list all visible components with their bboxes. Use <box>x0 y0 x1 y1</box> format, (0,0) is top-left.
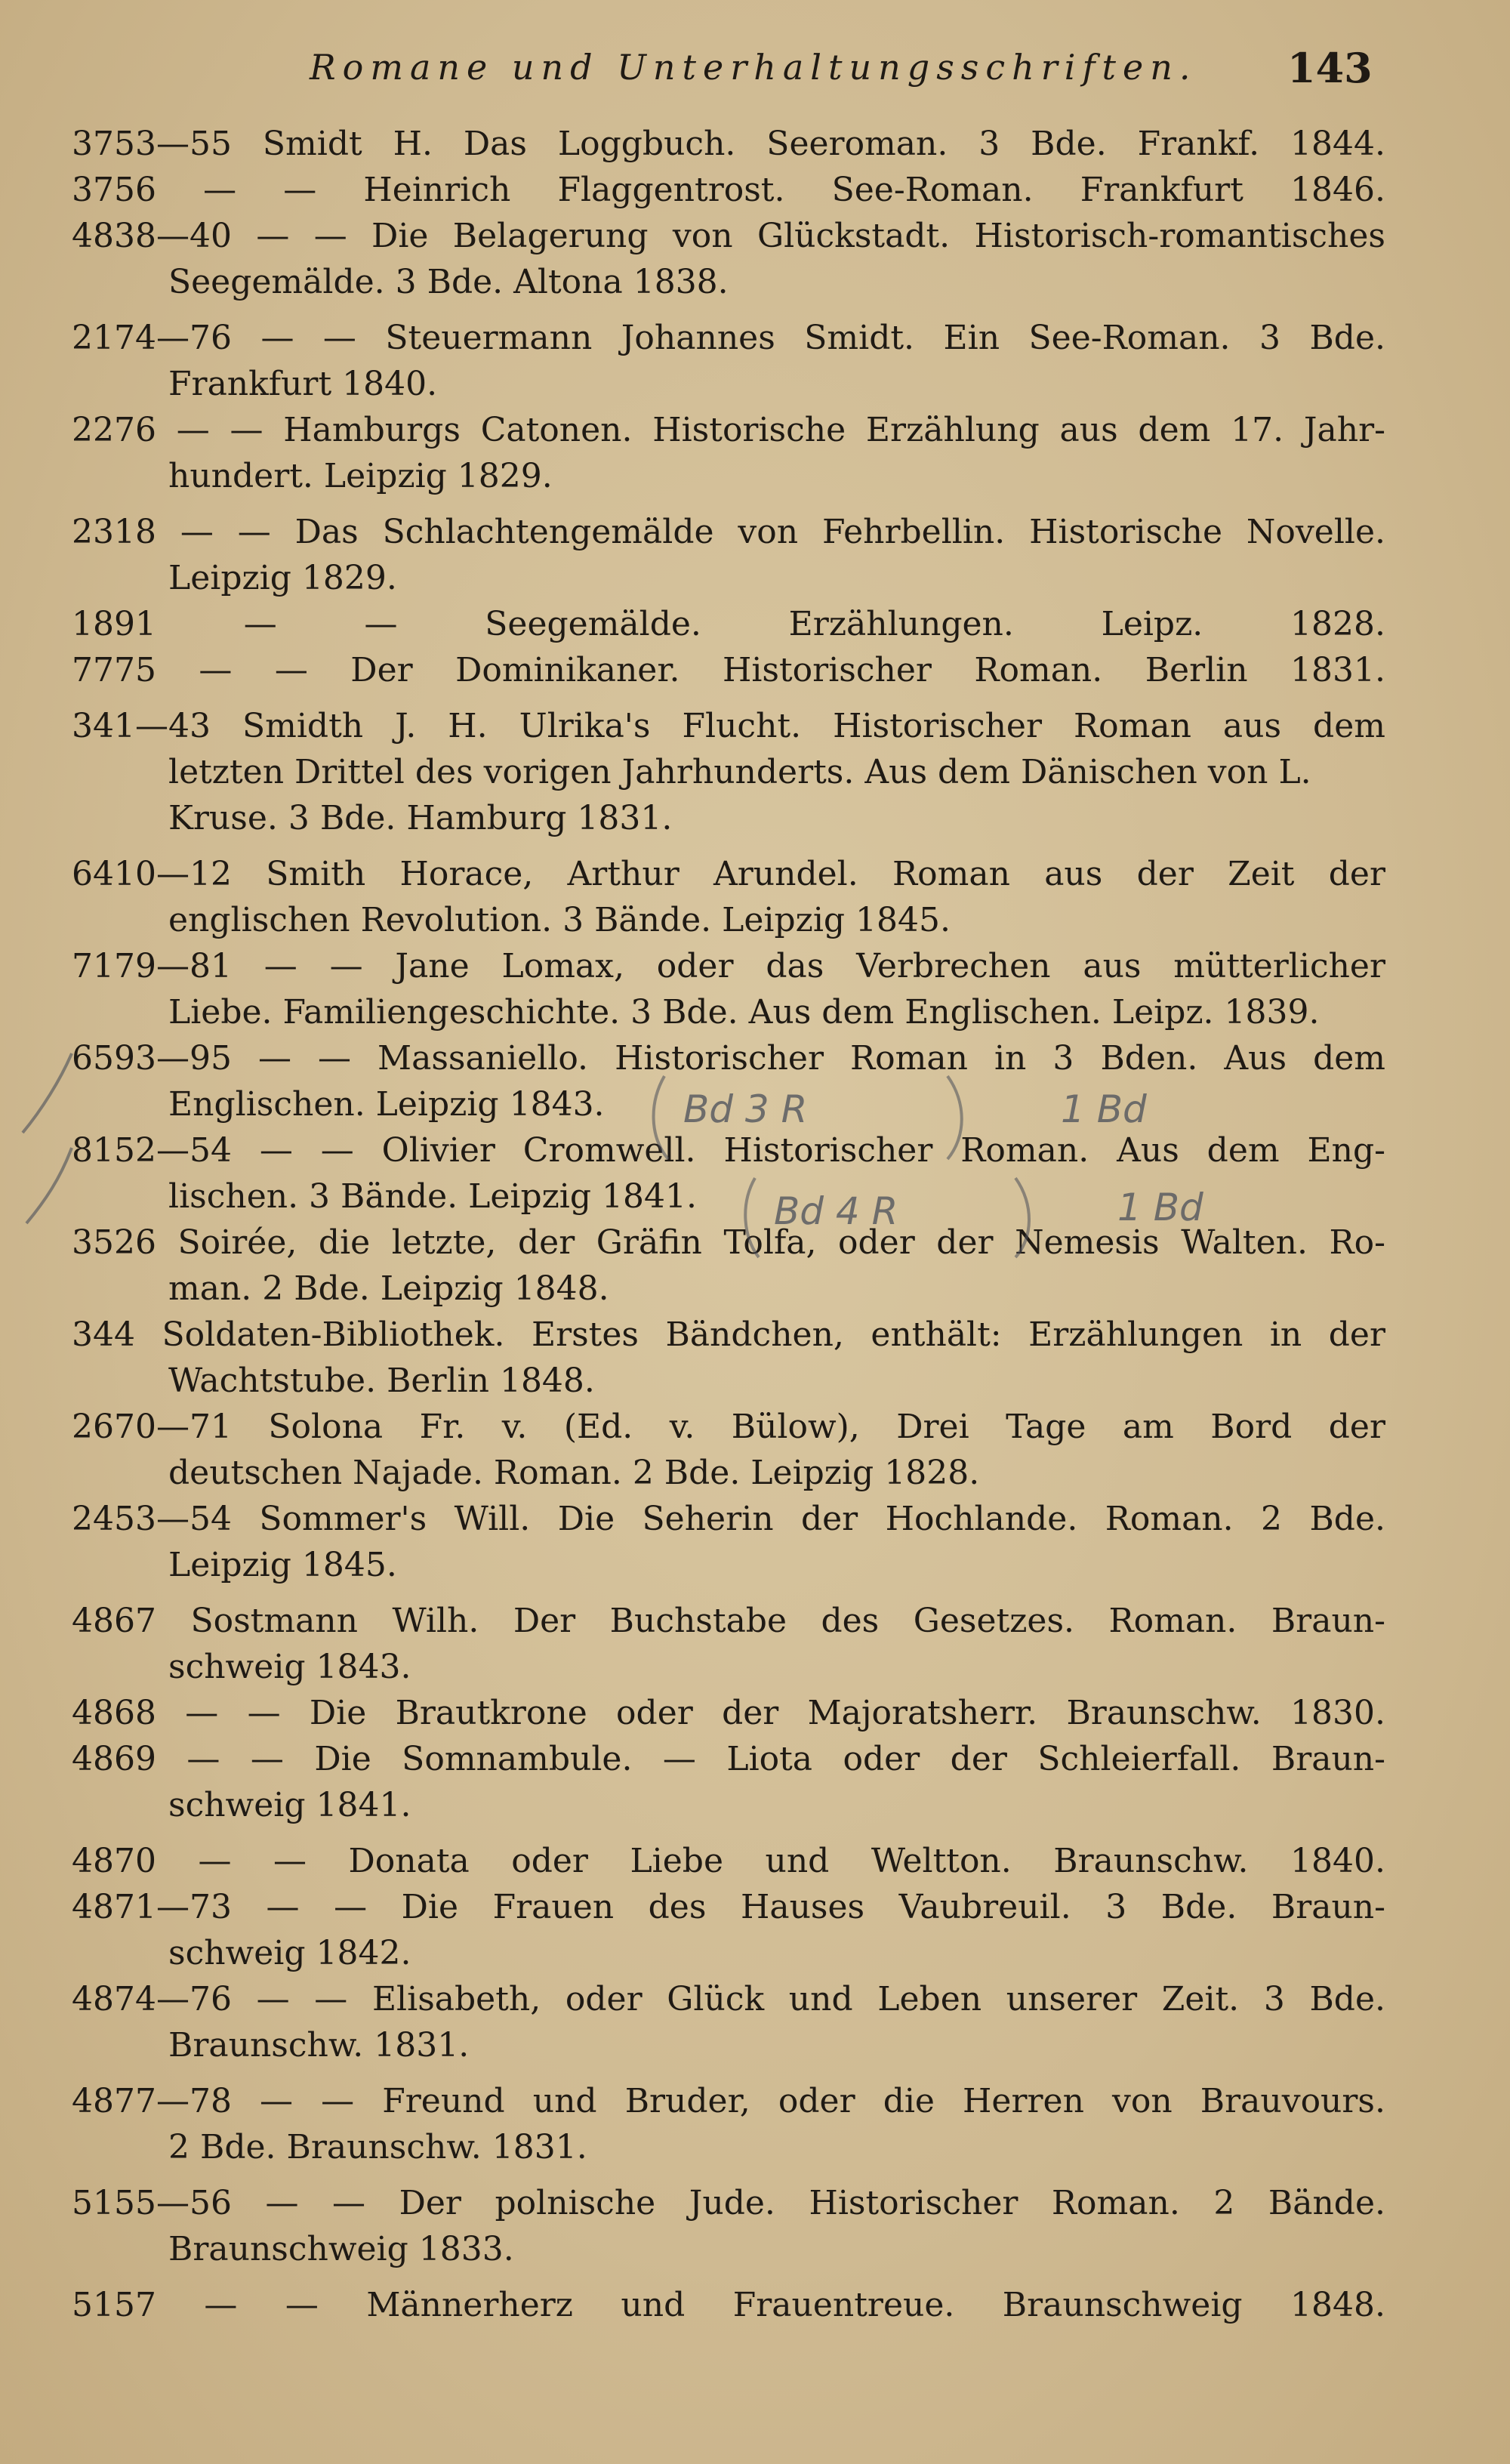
pencil-annotation: Bd 3 R <box>683 1087 808 1131</box>
catalog-line: 2276 — — Hamburgs Catonen. Historische Erzählung aus dem 17. Jahr- <box>72 411 1385 449</box>
catalog-line: Seegemälde. 3 Bde. Altona 1838. <box>168 263 729 301</box>
catalog-line: Frankfurt 1840. <box>168 365 438 403</box>
catalog-line: 2 Bde. Braunschw. 1831. <box>168 2128 587 2166</box>
catalog-line: Leipzig 1829. <box>168 559 397 597</box>
catalog-line: schweig 1841. <box>168 1786 411 1824</box>
catalog-line: Kruse. 3 Bde. Hamburg 1831. <box>168 799 673 837</box>
catalog-line: Braunschw. 1831. <box>168 2026 470 2065</box>
catalog-line: hundert. Leipzig 1829. <box>168 457 553 495</box>
catalog-line: 5155—56 — — Der polnische Jude. Historischer Roman. 2 Bände. <box>72 2184 1385 2222</box>
catalog-line: 1891 — — Seegemälde. Erzählungen. Leipz. 1828. <box>72 605 1385 643</box>
catalog-line: 6410—12 Smith Horace, Arthur Arundel. Roman aus der Zeit der <box>72 855 1385 893</box>
catalog-line: 341—43 Smidth J. H. Ulrika's Flucht. Historischer Roman aus dem <box>72 707 1385 745</box>
catalog-line: 3753—55 Smidt H. Das Loggbuch. Seeroman. 3 Bde. Frankf. 1844. <box>72 125 1385 163</box>
catalog-line: 6593—95 — — Massaniello. Historischer Roman in 3 Bden. Aus dem <box>72 1039 1385 1078</box>
pencil-tick-mark <box>26 1148 72 1223</box>
catalog-line: 4874—76 — — Elisabeth, oder Glück und Leben unserer Zeit. 3 Bde. <box>72 1980 1385 2018</box>
catalog-line: 4877—78 — — Freund und Bruder, oder die Herren von Brauvours. <box>72 2082 1385 2120</box>
catalog-line: 344 Soldaten-Bibliothek. Erstes Bändchen, enthält: Erzählungen in der <box>72 1315 1385 1354</box>
catalog-line: 3756 — — Heinrich Flaggentrost. See-Roman. Frankfurt 1846. <box>72 171 1385 209</box>
pencil-annotation: 1 Bd <box>1061 1087 1147 1131</box>
catalog-line: 4871—73 — — Die Frauen des Hauses Vaubreuil. 3 Bde. Braun- <box>72 1888 1385 1926</box>
pencil-annotation: 1 Bd <box>1117 1186 1203 1229</box>
catalog-line: schweig 1842. <box>168 1934 411 1972</box>
catalog-line: englischen Revolution. 3 Bände. Leipzig 1845. <box>168 901 951 939</box>
catalog-line: man. 2 Bde. Leipzig 1848. <box>168 1269 609 1308</box>
catalog-line: 2453—54 Sommer's Will. Die Seherin der Hochlande. Roman. 2 Bde. <box>72 1500 1385 1538</box>
catalog-line: 4838—40 — — Die Belagerung von Glückstadt. Historisch-romantisches <box>72 217 1385 255</box>
catalog-line: 4867 Sostmann Wilh. Der Buchstabe des Gesetzes. Roman. Braun- <box>72 1602 1385 1640</box>
catalog-line: letzten Drittel des vorigen Jahrhunderts. Aus dem Dänischen von L. <box>168 753 1311 791</box>
page-number: 143 <box>1287 44 1373 92</box>
catalog-line: 8152—54 — — Olivier Cromwell. Historischer Roman. Aus dem Eng- <box>72 1131 1385 1170</box>
catalog-line: 2318 — — Das Schlachtengemälde von Fehrbellin. Historische Novelle. <box>72 513 1385 551</box>
pencil-tick-mark <box>23 1053 72 1133</box>
catalog-line: 3526 Soirée, die letzte, der Gräfin Tolfa, oder der Nemesis Walten. Ro- <box>72 1223 1385 1262</box>
pencil-annotation: Bd 4 R <box>774 1189 898 1233</box>
catalog-line: Braunschweig 1833. <box>168 2230 514 2268</box>
catalog-line: 4868 — — Die Brautkrone oder der Majoratsherr. Braunschw. 1830. <box>72 1694 1385 1732</box>
catalog-line: 2670—71 Solona Fr. v. (Ed. v. Bülow), Drei Tage am Bord der <box>72 1408 1385 1446</box>
catalog-line: 7775 — — Der Dominikaner. Historischer Roman. Berlin 1831. <box>72 651 1385 689</box>
catalog-line: Englischen. Leipzig 1843. <box>168 1085 605 1124</box>
catalog-line: 4870 — — Donata oder Liebe und Weltton. Braunschw. 1840. <box>72 1842 1385 1880</box>
catalog-line: 4869 — — Die Somnambule. — Liota oder der Schleierfall. Braun- <box>72 1740 1385 1778</box>
catalog-line: Leipzig 1845. <box>168 1546 397 1584</box>
catalog-line: 5157 — — Männerherz und Frauentreue. Braunschweig 1848. <box>72 2286 1385 2324</box>
catalog-line: deutschen Najade. Roman. 2 Bde. Leipzig 1828. <box>168 1454 980 1492</box>
catalog-line: 2174—76 — — Steuermann Johannes Smidt. Ein See-Roman. 3 Bde. <box>72 319 1385 357</box>
catalog-line: schweig 1843. <box>168 1648 411 1686</box>
catalog-line: 7179—81 — — Jane Lomax, oder das Verbrechen aus mütterlicher <box>72 947 1385 985</box>
catalog-line: lischen. 3 Bände. Leipzig 1841. <box>168 1177 697 1216</box>
running-head: Romane und Unterhaltungsschriften. <box>310 47 1197 88</box>
catalog-line: Wachtstube. Berlin 1848. <box>168 1362 595 1400</box>
catalog-line: Liebe. Familiengeschichte. 3 Bde. Aus dem Englischen. Leipz. 1839. <box>168 993 1320 1032</box>
